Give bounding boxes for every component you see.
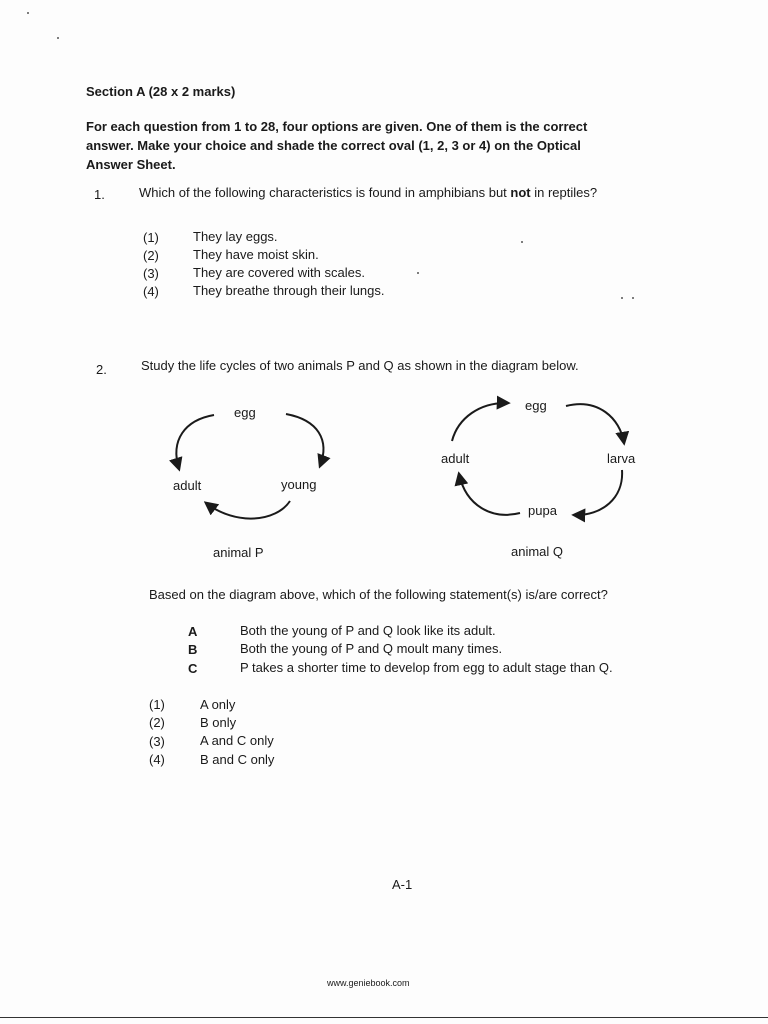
p-label-young: young (281, 477, 317, 492)
q-arrow-adult-to-egg (452, 403, 508, 441)
bottom-rule (0, 1017, 768, 1018)
q2-option-num-2: (2) (149, 715, 165, 730)
footer-url: www.geniebook.com (327, 978, 410, 988)
q-label-larva: larva (607, 451, 636, 466)
q2-option-text-1: A only (200, 697, 236, 712)
q2-option-text-3: A and C only (200, 733, 274, 748)
q2-option-text-2: B only (200, 715, 237, 730)
q2-statement-text-a: Both the young of P and Q look like its adult. (240, 623, 496, 638)
scan-speck (57, 37, 59, 39)
q2-option-num-4: (4) (149, 752, 165, 767)
q2-stem: Study the life cycles of two animals P and Q as shown in the diagram below. (141, 358, 579, 373)
q1-stem (139, 185, 597, 200)
p-caption: animal P (213, 545, 264, 560)
q2-option-num-3: (3) (149, 734, 165, 749)
p-arrow-young-to-adult (206, 501, 290, 519)
q2-option-text-4: B and C only (200, 752, 275, 767)
q-caption: animal Q (511, 544, 564, 559)
q-arrow-pupa-to-adult (459, 474, 520, 515)
scan-speck (521, 241, 523, 243)
p-label-egg: egg (234, 405, 256, 420)
page-number: A-1 (392, 877, 413, 892)
q1-option-text-1: They lay eggs. (193, 229, 278, 244)
q-label-adult: adult (441, 451, 470, 466)
q2-option-num-1: (1) (149, 697, 165, 712)
scan-speck (417, 272, 419, 274)
p-arrow-egg-to-young (286, 414, 323, 466)
q-arrow-egg-to-larva (566, 404, 624, 443)
scan-speck (27, 12, 29, 14)
q2-statement-letter-a: A (188, 624, 198, 639)
q2-statement-letter-b: B (188, 642, 198, 657)
q1-option-num-3: (3) (143, 266, 159, 281)
q2-question: Based on the diagram above, which of the following statement(s) is/are correct? (149, 587, 608, 602)
q2-statement-text-b: Both the young of P and Q moult many times. (240, 641, 503, 656)
q2-number: 2. (96, 362, 107, 377)
instructions-line-1: For each question from 1 to 28, four options are given. One of them is the correct (86, 119, 588, 134)
q1-option-num-1: (1) (143, 230, 159, 245)
p-arrow-adult-to-egg (176, 415, 214, 469)
q2-statement-text-c: P takes a shorter time to develop from egg to adult stage than Q. (240, 660, 613, 675)
instructions-line-2: answer. Make your choice and shade the correct oval (1, 2, 3 or 4) on the Optical (86, 138, 581, 153)
q1-stem-bold: not (510, 185, 531, 200)
q-label-pupa: pupa (528, 503, 557, 518)
q1-option-text-3: They are covered with scales. (193, 265, 365, 280)
instructions-line-3: Answer Sheet. (86, 157, 176, 172)
q1-number: 1. (94, 187, 105, 202)
q1-option-text-2: They have moist skin. (193, 247, 319, 262)
q2-statement-letter-c: C (188, 661, 198, 676)
q1-stem-before: Which of the following characteristics is found in amphibians but (139, 185, 511, 200)
scan-speck (621, 297, 623, 299)
q1-option-text-4: They breathe through their lungs. (193, 283, 385, 298)
section-title: Section A (28 x 2 marks) (86, 84, 236, 99)
q-label-egg: egg (525, 398, 547, 413)
q-arrow-larva-to-pupa (574, 470, 622, 515)
p-label-adult: adult (173, 478, 202, 493)
scan-speck (632, 297, 634, 299)
q1-option-num-2: (2) (143, 248, 159, 263)
q1-stem-after: in reptiles? (530, 185, 598, 200)
q1-option-num-4: (4) (143, 284, 159, 299)
